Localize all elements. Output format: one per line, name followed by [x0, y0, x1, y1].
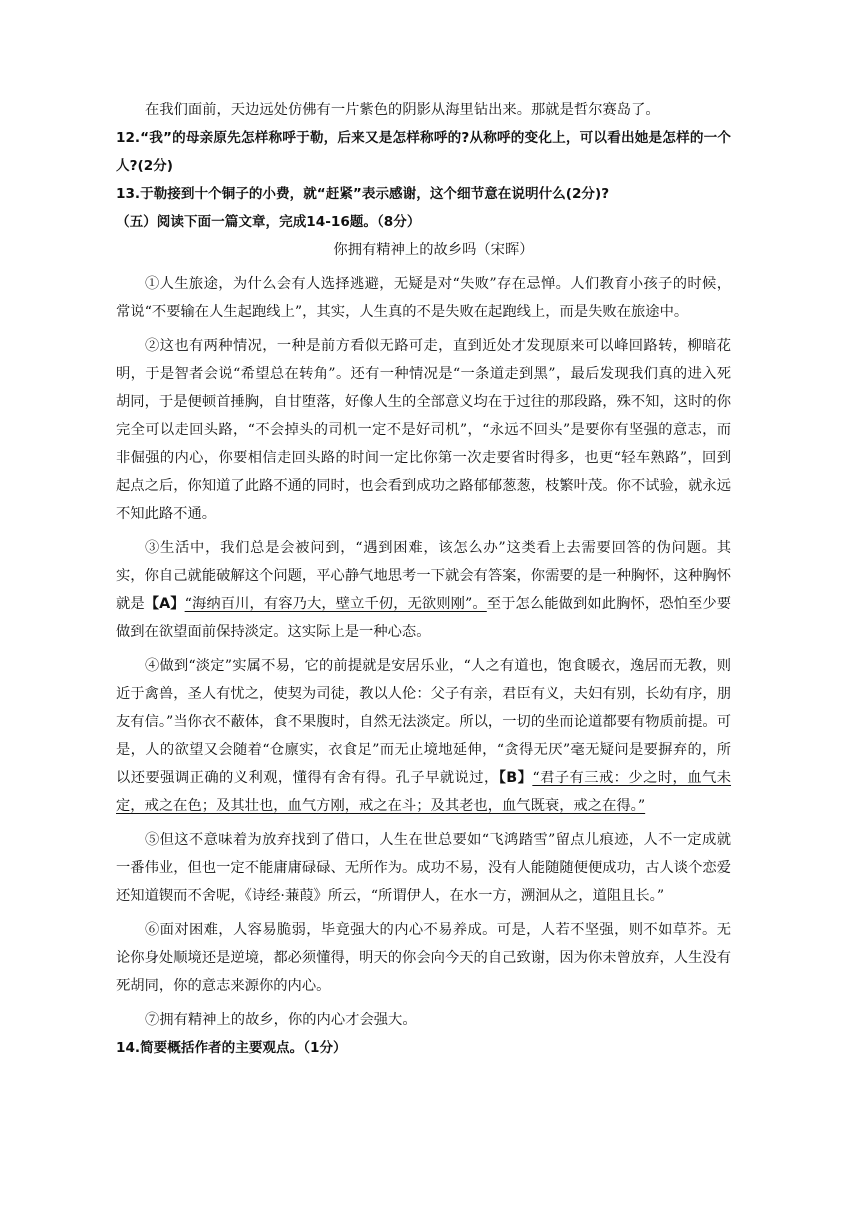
section-5-heading: （五）阅读下面一篇文章，完成14-16题。（8分） [116, 214, 421, 230]
underlined-quote-a: “海纳百川，有容乃大，壁立千仞，无欲则刚”。 [184, 596, 487, 612]
paragraph-3 [116, 534, 731, 646]
marker-a: 【A】 [144, 596, 185, 612]
paragraph-7: ⑦拥有精神上的故乡，你的内心才会强大。 [145, 1012, 417, 1028]
paragraph-4-part-a: ④做到“淡定”实属不易，它的前提就是安居乐业，“人之有道也，饱食暖衣，逸居而无教，则近于禽兽，圣人有忧之，使契为司徒，教以人伦：父子有亲，君臣有义，夫妇有别，长幼有序，朋友有信。”当你衣不蔽体，食不果腹时，自然无法淡定。所以，一切的坐而论道都要有物质前提。可是，人的欲望又会随着“仓廪实，衣食足”而无止境地延伸，“贪得无厌”毫无疑问是要摒弃的，所以还要强调正确的义利观，懂得有舍有得。孔子早就说过， [116, 658, 731, 786]
page-content [116, 96, 731, 1062]
question-13: 13.于勒接到十个铜子的小费，就“赶紧”表示感谢，这个细节意在说明什么(2分)? [116, 186, 610, 202]
question-14: 14.简要概括作者的主要观点。（1分） [116, 1040, 347, 1056]
paragraph-5: ⑤但这不意味着为放弃找到了借口，人生在世总要如“飞鸿踏雪”留点儿痕迹，人不一定成就一番伟业，但也一定不能庸庸碌碌、无所作为。成功不易，没有人能随随便便成功，古人谈个恋爱还知道锲而不舍呢，《诗经·蒹葭》所云，“所谓伊人，在水一方，溯洄从之，道阻且长。” [116, 832, 731, 904]
paragraph-3-part-b: 至于怎么能做到如此胸怀，恐怕至少要做到在欲望面前保持淡定。这实际上是一种心态。 [116, 596, 732, 640]
marker-b: 【B】 [498, 770, 533, 786]
paragraph-1: ①人生旅途，为什么会有人选择逃避，无疑是对“失败”存在忌惮。人们教育小孩子的时候，常说“不要输在人生起跑线上”，其实，人生真的不是失败在起跑线上，而是失败在旅途中。 [116, 276, 731, 320]
paragraph-4 [116, 652, 731, 820]
paragraph-2: ②这也有两种情况，一种是前方看似无路可走，直到近处才发现原来可以峰回路转，柳暗花明，于是智者会说“希望总在转角”。还有一种情况是“一条道走到黑”，最后发现我们真的进入死胡同，于是便顿首捶胸，自甘堕落，好像人生的全部意义均在于过往的那段路，殊不知，这时的你完全可以走回头路，“不会掉头的司机一定不是好司机”，“永远不回头”是要你有坚强的意志，而非倔强的内心，你要相信走回头路的时间一定比你第一次走要省时得多，也更“轻车熟路”，回到起点之后，你知道了此路不通的同时，也会看到成功之路郁郁葱葱，枝繁叶茂。你不试验，就永远不知此路不通。 [116, 338, 731, 522]
intro-line: 在我们面前，天边远处仿佛有一片紫色的阴影从海里钻出来。那就是哲尔赛岛了。 [145, 102, 660, 118]
underlined-quote-b: “君子有三戒：少之时，血气未定，戒之在色；及其壮也，血气方刚，戒之在斗；及其老也，血气既衰，戒之在得。” [116, 770, 732, 814]
paragraph-3-part-a: ③生活中，我们总是会被问到，“遇到困难，该怎么办”这类看上去需要回答的伪问题。其实，你自己就能破解这个问题，平心静气地思考一下就会有答案，你需要的是一种胸怀，这种胸怀就是 [116, 540, 731, 612]
paragraph-6: ⑥面对困难，人容易脆弱，毕竟强大的内心不易养成。可是，人若不坚强，则不如草芥。无论你身处顺境还是逆境，都必须懂得，明天的你会向今天的自己致谢，因为你未曾放弃，人生没有死胡同，你的意志来源你的内心。 [116, 922, 731, 994]
question-12: 12.“我”的母亲原先怎样称呼于勒，后来又是怎样称呼的?从称呼的变化上，可以看出她是怎样的一个人?(2分) [116, 130, 731, 174]
article-title: 你拥有精神上的故乡吗（宋晖） [333, 242, 534, 258]
